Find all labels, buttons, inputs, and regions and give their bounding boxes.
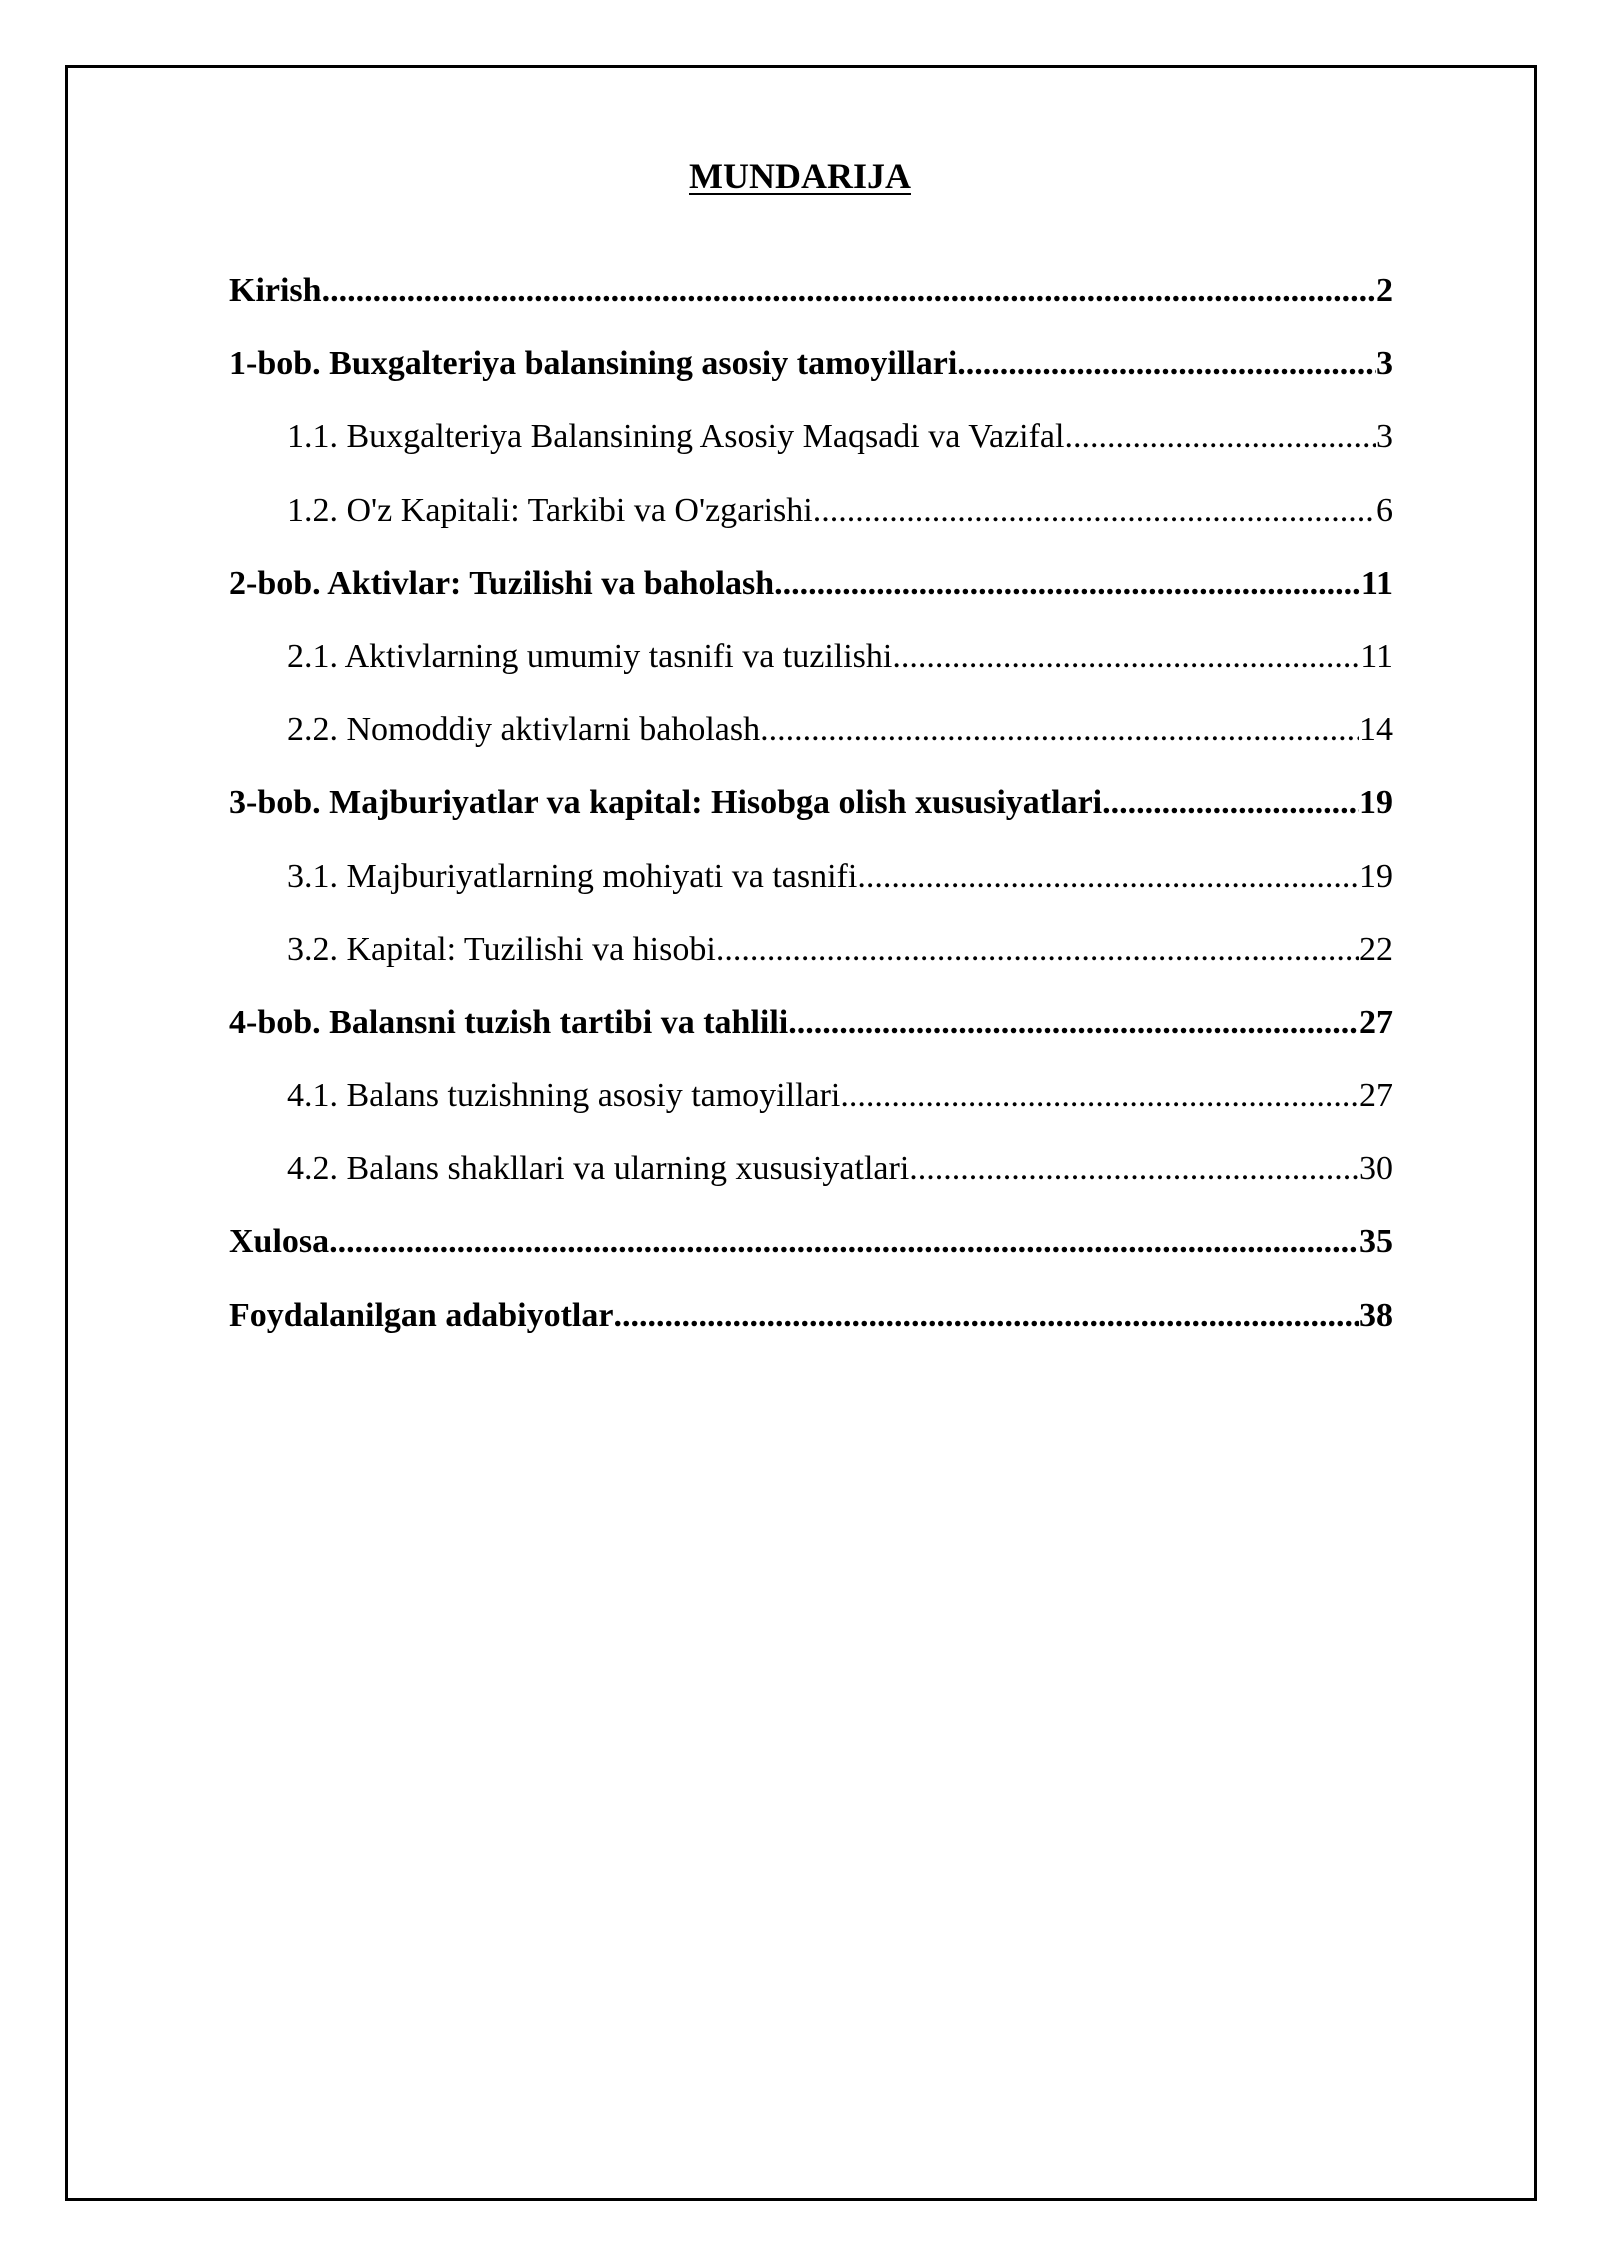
toc-entry-page: 22 (1359, 930, 1393, 968)
dot-leader (1102, 766, 1359, 839)
toc-entry-page: 6 (1376, 491, 1393, 529)
toc-entry-section-2-2[interactable] (229, 693, 1393, 766)
toc-entry-page: 3 (1376, 418, 1393, 456)
dot-leader (774, 547, 1361, 620)
dot-leader (788, 986, 1359, 1059)
toc-entry-label: 4-bob. Balansni tuzish tartibi va tahlili (229, 1003, 789, 1041)
toc-entry-chapter-3[interactable] (229, 766, 1393, 839)
toc-entry-page: 30 (1359, 1150, 1393, 1188)
toc-entry-page: 3 (1376, 345, 1393, 383)
toc-entry-page: 27 (1359, 1003, 1393, 1041)
toc-entry-label: Foydalanilgan adabiyotlar (229, 1296, 614, 1334)
toc-entry-page: 11 (1360, 637, 1393, 675)
dot-leader (957, 327, 1376, 400)
toc-entry-page: 19 (1359, 784, 1393, 822)
toc-entry-page: 35 (1359, 1223, 1393, 1261)
toc-entry-label: Kirish (229, 272, 322, 309)
dot-leader (857, 840, 1359, 913)
toc-entry-chapter-2[interactable] (229, 547, 1393, 620)
toc-entry-xulosa[interactable] (229, 1205, 1393, 1278)
toc-entry-section-3-1[interactable] (229, 840, 1393, 913)
toc-entry-page: 19 (1359, 857, 1393, 895)
toc-entry-chapter-4[interactable] (229, 986, 1393, 1059)
dot-leader (909, 1132, 1359, 1205)
dot-leader (892, 620, 1360, 693)
toc-entry-label: 3.1. Majburiyatlarning mohiyati va tasnifi (287, 857, 858, 895)
toc-entry-label: 1.2. O'z Kapitali: Tarkibi va O'zgarishi (287, 491, 813, 529)
toc-entry-label: 2.2. Nomoddiy aktivlarni baholash (287, 711, 761, 749)
dot-leader (322, 254, 1376, 327)
dot-leader (813, 474, 1376, 547)
toc-entry-label: 1.1. Buxgalteriya Balansining Asosiy Maqsadi va Vazifal (287, 418, 1065, 456)
toc-entry-chapter-1[interactable] (229, 327, 1393, 400)
toc-entry-bibliography[interactable] (229, 1279, 1393, 1352)
toc-entry-page: 2 (1376, 272, 1393, 309)
toc-entry-section-1-2[interactable] (229, 474, 1393, 547)
toc-entry-kirish[interactable] (229, 254, 1393, 327)
dot-leader (760, 693, 1359, 766)
dot-leader (1064, 400, 1376, 473)
dot-leader (840, 1059, 1359, 1132)
toc-entry-label: 2.1. Aktivlarning umumiy tasnifi va tuzilishi (287, 637, 893, 675)
toc-entry-page: 38 (1359, 1296, 1393, 1334)
toc-entry-label: 3.2. Kapital: Tuzilishi va hisobi (287, 930, 716, 968)
toc-entry-label: 3-bob. Majburiyatlar va kapital: Hisobga olish xususiyatlari (229, 784, 1103, 822)
toc-entry-page: 27 (1359, 1077, 1393, 1115)
toc-entry-section-1-1[interactable] (229, 400, 1393, 473)
table-of-contents (229, 254, 1393, 1352)
toc-entry-section-4-2[interactable] (229, 1132, 1393, 1205)
toc-entry-label: 2-bob. Aktivlar: Tuzilishi va baholash (229, 564, 775, 602)
toc-entry-label: 4.1. Balans tuzishning asosiy tamoyillari (287, 1077, 841, 1115)
toc-entry-section-3-2[interactable] (229, 913, 1393, 986)
toc-entry-page: 14 (1359, 711, 1393, 749)
toc-entry-label: Xulosa (229, 1223, 330, 1261)
dot-leader (613, 1279, 1359, 1352)
toc-entry-section-4-1[interactable] (229, 1059, 1393, 1132)
toc-title: MUNDARIJA (689, 156, 911, 196)
toc-entry-label: 4.2. Balans shakllari va ularning xususiyatlari (287, 1150, 910, 1188)
toc-entry-label: 1-bob. Buxgalteriya balansining asosiy tamoyillari (229, 345, 958, 383)
dot-leader (716, 913, 1359, 986)
toc-entry-section-2-1[interactable] (229, 620, 1393, 693)
dot-leader (329, 1205, 1359, 1278)
toc-entry-page: 11 (1360, 564, 1393, 602)
